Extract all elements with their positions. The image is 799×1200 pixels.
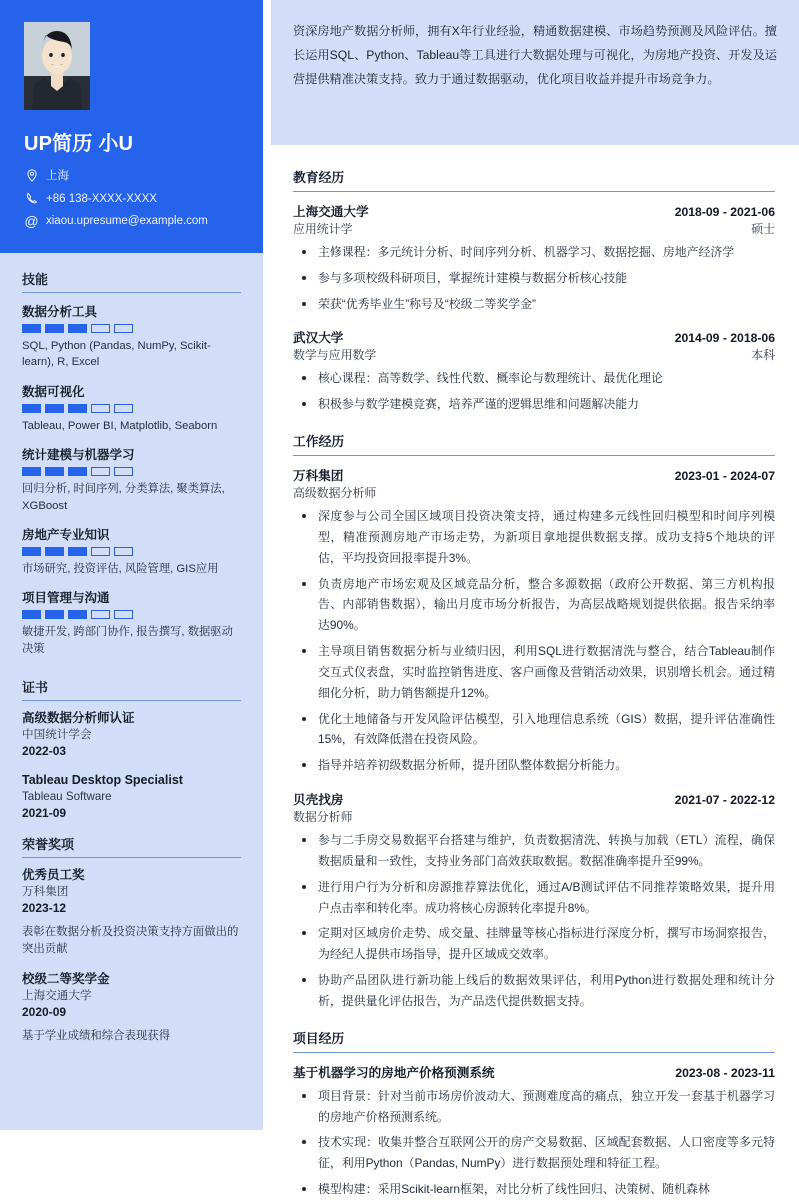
education-bullets [293,368,775,415]
skill-name: 统计建模与机器学习 [22,448,135,463]
bullet: 参与多项校级科研项目，掌握统计建模与数据分析核心技能 [293,268,775,289]
bullet: 项目背景：针对当前市场房价波动大、预测难度高的痛点，独立开发一套基于机器学习的房地产价格预测系统。 [293,1086,775,1128]
cert-date: 2022-03 [22,744,67,759]
contact-location [24,167,239,183]
education-section-title: 教育经历 [293,167,775,192]
education-school: 武汉大学 [293,331,344,346]
skill-desc: Tableau, Power BI, Matplotlib, Seaborn [22,419,218,432]
bullet: 深度参与公司全国区域项目投资决策支持，通过构建多元线性回归模型和时间序列模型，精准预测房地产市场走势，为新项目拿地提供数据支撑。成功支持5个地块的评估，平均投资回报率提升3%。 [293,506,775,568]
main-content [271,0,799,1197]
work-bullets [293,830,775,1012]
skill-desc: 敏捷开发, 跨部门协作, 报告撰写, 数据驱动决策 [22,626,233,655]
bullet: 负责房地产市场宏观及区域竞品分析，整合多源数据（政府公开数据、第三方机构报告、内部销售数据），输出月度市场分析报告，为高层战略规划提供依据。报告采纳率达90%。 [293,574,775,636]
education-major: 数学与应用数学 [293,348,377,363]
sidebar-header [0,0,263,253]
cert-issuer: Tableau Software [22,789,112,803]
skill-desc: 市场研究, 投资评估, 风险管理, GIS应用 [22,562,219,575]
education-bullets [293,242,775,314]
work-company: 万科集团 [293,469,344,484]
contact-email [24,214,239,228]
education-entry [293,201,775,314]
cert-date: 2021-09 [22,805,67,820]
award-date: 2020-09 [22,1005,67,1020]
education-school: 上海交通大学 [293,205,369,219]
avatar-photo-icon [24,22,90,110]
award-issuer: 万科集团 [22,884,69,898]
summary-section [271,0,799,145]
bullet: 协助产品团队进行新功能上线后的数据效果评估，利用Python进行数据处理和统计分析，提供量化评估报告，为产品迭代提供数据支持。 [293,970,775,1012]
bullet: 核心课程：高等数学、线性代数、概率论与数理统计、最优化理论 [293,368,775,389]
award-item [22,867,241,959]
skill-desc: SQL, Python (Pandas, NumPy, Scikit-learn), R, Excel [22,340,211,369]
projects-section [293,1028,775,1200]
education-date: 2018-09 - 2021-06 [674,205,775,219]
bullet: 主导项目销售数据分析与业绩归因，利用SQL进行数据清洗与整合，结合Tableau制作交互式仪表盘，实时监控销售进度、客户画像及营销活动效果，识别增长机会。通过精细化分析，助力销售额提升12%。 [293,641,775,703]
bullet: 积极参与数学建模竞赛，培养严谨的逻辑思维和问题解决能力 [293,394,775,415]
bullet: 荣获“优秀毕业生”称号及“校级二等奖学金” [293,294,775,315]
award-issuer: 上海交通大学 [22,988,92,1002]
project-date: 2023-08 - 2023-11 [675,1065,775,1080]
work-date: 2021-07 - 2022-12 [674,793,775,808]
profile-name: UP简历 小U [24,133,134,155]
bullet: 模型构建：采用Scikit-learn框架，对比分析了线性回归、决策树、随机森林 [293,1179,775,1200]
bullet: 优化土地储备与开发风险评估模型，引入地理信息系统（GIS）数据，提升评估准确性15%，有效降低潜在投资风险。 [293,709,775,751]
skill-item [22,382,241,434]
award-title: 校级二等奖学金 [22,972,110,987]
sidebar [0,0,263,1130]
education-date: 2014-09 - 2018-06 [674,331,775,346]
skill-level-bars [22,404,241,413]
skill-name: 房地产专业知识 [22,527,110,542]
bullet: 主修课程：多元统计分析、时间序列分析、机器学习、数据挖掘、房地产经济学 [293,242,775,263]
sidebar-body [0,253,263,1046]
project-name: 基于机器学习的房地产价格预测系统 [293,1065,495,1080]
skill-desc: 回归分析, 时间序列, 分类算法, 聚类算法, XGBoost [22,483,225,512]
bullet: 指导并培养初级数据分析师，提升团队整体数据分析能力。 [293,755,775,776]
skill-item [22,525,241,577]
work-entry [293,789,775,1012]
skill-name: 数据分析工具 [22,305,98,319]
skill-item [22,588,241,657]
work-company: 贝壳找房 [293,793,344,808]
bullet: 技术实现：收集并整合互联网公开的房产交易数据、区域配套数据、人口密度等多元特征，利用Python（Pandas, NumPy）进行数据预处理和特征工程。 [293,1132,775,1174]
bullet: 进行用户行为分析和房源推荐算法优化，通过A/B测试评估不同推荐策略效果，提升用户点击率和转化率。成功将核心房源转化率提升8%。 [293,877,775,919]
skill-level-bars [22,547,241,556]
cert-item [22,710,241,760]
work-bullets [293,506,775,776]
bullet: 定期对区域房价走势、成交量、挂牌量等核心指标进行深度分析，撰写市场洞察报告，为经纪人提供市场指导，提升区域成交效率。 [293,923,775,965]
sidebar-section-certs-title: 证书 [22,677,241,701]
sidebar-section-skills-title: 技能 [22,269,241,293]
phone-icon [24,192,39,206]
award-item [22,971,241,1046]
at-icon: @ [24,213,39,229]
education-degree: 本科 [751,348,775,363]
location-pin-icon [24,168,39,182]
education-major: 应用统计学 [293,222,353,236]
award-desc: 基于学业成绩和综合表现获得 [22,1029,171,1042]
work-date: 2023-01 - 2024-07 [674,469,775,484]
cert-title: 高级数据分析师认证 [22,711,135,725]
award-date: 2023-12 [22,900,67,915]
contact-list [24,167,239,228]
education-degree: 硕士 [751,222,775,236]
sidebar-section-awards-title: 荣誉奖项 [22,834,241,858]
summary-text: 资深房地产数据分析师，拥有X年行业经验，精通数据建模、市场趋势预测及风险评估。擅长运用SQL、Python、Tableau等工具进行大数据处理与可视化，为房地产投资、开发及运营提供精准决策支持。致力于通过数据驱动，优化项目收益并提升市场竞争力。 [293,24,777,86]
contact-phone-text: +86 138-XXXX-XXXX [46,192,157,205]
work-section-title: 工作经历 [293,431,775,456]
contact-phone [24,192,239,206]
education-section [293,167,775,415]
contact-email-text: xiaou.upresume@example.com [46,215,208,227]
skill-level-bars [22,324,241,333]
cert-item [22,772,241,822]
award-title: 优秀员工奖 [22,867,85,882]
award-desc: 表彰在数据分析及投资决策支持方面做出的突出贡献 [22,925,239,956]
contact-location-text: 上海 [46,170,69,182]
skill-name: 项目管理与沟通 [22,591,110,606]
skill-level-bars [22,467,241,476]
skill-name: 数据可视化 [22,384,85,399]
main-body [271,145,799,1200]
work-section [293,431,775,1012]
education-entry [293,327,775,415]
bullet: 参与二手房交易数据平台搭建与维护，负责数据清洗、转换与加载（ETL）流程，确保数据质量和一致性，支持业务部门高效获取数据。数据准确率提升至99%。 [293,830,775,872]
skill-item [22,302,241,371]
cert-title: Tableau Desktop Specialist [22,772,183,787]
cert-issuer: 中国统计学会 [22,727,92,741]
work-role: 高级数据分析师 [293,486,377,501]
skill-level-bars [22,610,241,619]
project-entry [293,1062,775,1200]
skill-item [22,445,241,514]
avatar [24,22,90,110]
projects-section-title: 项目经历 [293,1028,775,1053]
work-entry [293,465,775,776]
work-role: 数据分析师 [293,810,353,825]
project-bullets [293,1086,775,1200]
